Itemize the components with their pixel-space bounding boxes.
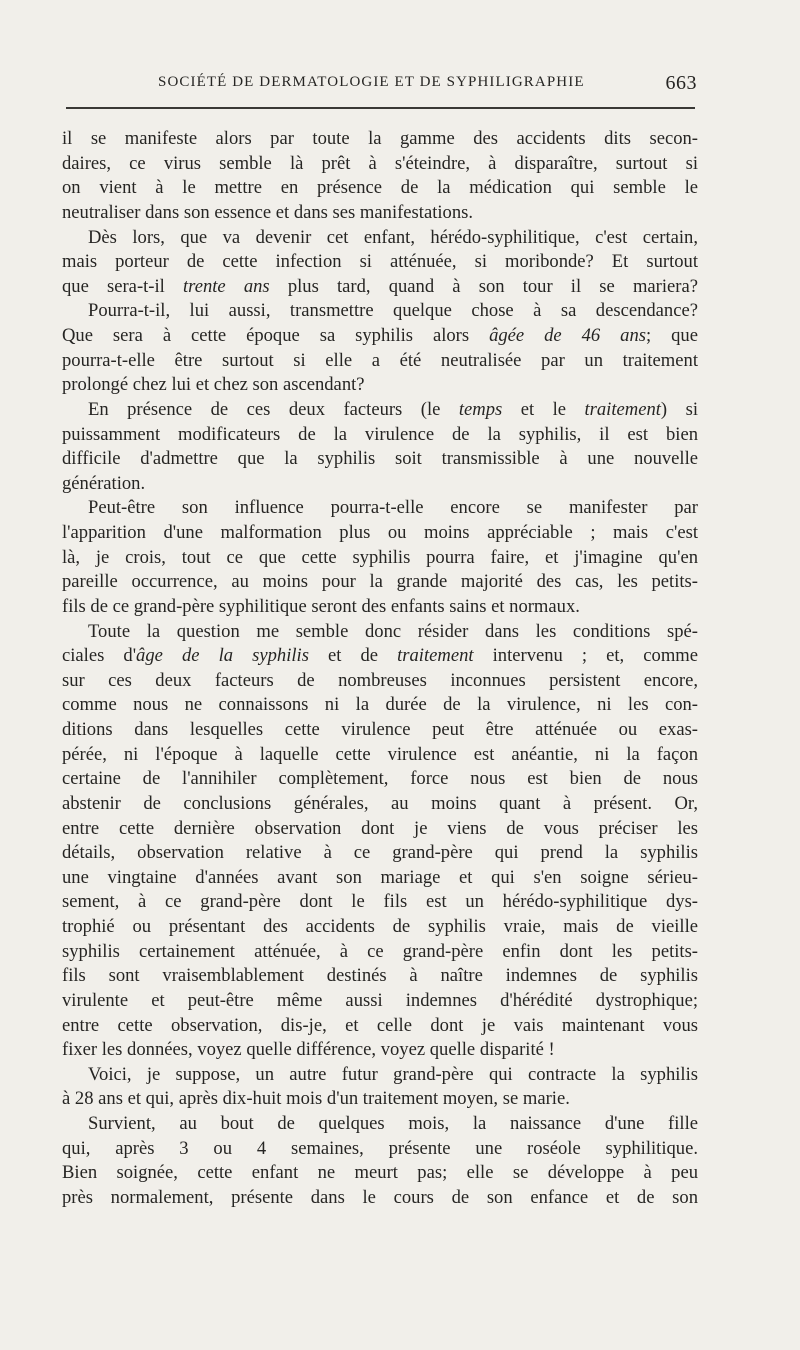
text-segment: que sera-t-il — [62, 275, 183, 297]
text-segment: il se manifeste alors par toute la gamme des accidents dits secon- — [62, 128, 698, 149]
text-segment: on vient à le mettre en présence de la médication qui semble le — [62, 177, 698, 199]
text-line — [62, 201, 698, 226]
text-line — [62, 767, 698, 792]
text-line — [62, 299, 698, 324]
italic-text-segment: âge de la syphilis — [136, 645, 309, 667]
text-line — [62, 644, 698, 669]
text-segment: En présence de ces deux facteurs (le — [88, 398, 459, 420]
text-line — [62, 472, 698, 497]
text-segment: ciales d' — [62, 645, 137, 667]
text-line — [62, 275, 698, 300]
text-segment: et de — [308, 645, 398, 667]
text-segment: sement, à ce grand-père dont le fils est un hérédo-syphilitique dys- — [62, 891, 698, 913]
italic-text-segment: temps — [458, 398, 503, 420]
text-line — [62, 546, 698, 571]
text-line — [62, 1112, 698, 1137]
text-segment: difficile d'admettre que la syphilis soit transmissible à une nouvelle — [62, 448, 698, 470]
text-segment: pérée, ni l'époque à laquelle cette virulence est anéantie, ni la façon — [62, 743, 698, 765]
text-line — [62, 570, 698, 595]
text-segment: Dès lors, que va devenir cet enfant, hérédo-syphilitique, c'est certain, — [88, 226, 698, 248]
text-line — [62, 496, 698, 521]
text-segment: Que sera à cette époque sa syphilis alors — [62, 325, 490, 346]
text-segment: pourra-t-elle être surtout si elle a été neutralisée par un traitement — [62, 349, 698, 371]
text-line — [62, 447, 698, 472]
text-line — [62, 1038, 698, 1063]
text-segment: intervenu ; et, comme — [473, 645, 698, 667]
text-line — [62, 521, 698, 546]
text-line — [62, 718, 698, 743]
text-line — [62, 989, 698, 1014]
text-segment: daires, ce virus semble là prêt à s'éteindre, à disparaître, surtout si — [62, 152, 698, 174]
text-line — [62, 1186, 698, 1211]
text-line — [62, 1063, 698, 1088]
page-number: 663 — [665, 72, 697, 94]
text-line — [62, 398, 698, 423]
text-line — [62, 915, 698, 940]
text-segment: fils de ce grand-père syphilitique seront des enfants sains et normaux. — [62, 595, 580, 617]
text-line — [62, 866, 698, 891]
text-segment: qui, après 3 ou 4 semaines, présente une roséole syphilitique. — [62, 1137, 698, 1159]
text-segment: Voici, je suppose, un autre futur grand-père qui contracte la syphilis — [88, 1063, 698, 1085]
text-segment: détails, observation relative à ce grand-père qui prend la syphilis — [62, 842, 698, 864]
text-line — [62, 841, 698, 866]
text-segment: abstenir de conclusions générales, au moins quant à présent. Or, — [62, 792, 698, 814]
text-segment: Toute la question me semble donc résider dans les conditions spé- — [88, 620, 698, 642]
text-segment: là, je crois, tout ce que cette syphilis pourra faire, et j'imagine qu'en — [62, 546, 698, 568]
text-segment: Pourra-t-il, lui aussi, transmettre quelque chose à sa descendance? — [88, 300, 698, 322]
text-segment: fils sont vraisemblablement destinés à naître indemnes de syphilis — [62, 965, 698, 987]
italic-text-segment: âgée de 46 ans — [489, 325, 647, 346]
text-segment: ) si — [660, 398, 698, 420]
text-line — [62, 743, 698, 768]
text-segment: ditions dans lesquelles cette virulence peut être atténuée ou exas- — [62, 719, 698, 740]
text-segment: entre cette observation, dis-je, et celle dont je vais maintenant vous — [62, 1014, 698, 1036]
text-segment: Peut-être son influence pourra-t-elle encore se manifester par — [88, 497, 698, 519]
text-line — [62, 152, 698, 177]
text-line — [62, 890, 698, 915]
text-segment: syphilis certainement atténuée, à ce grand-père enfin dont les petits- — [62, 940, 698, 962]
text-segment: à 28 ans et qui, après dix-huit mois d'un traitement moyen, se marie. — [62, 1088, 570, 1110]
page-header — [62, 72, 697, 98]
text-line — [62, 817, 698, 842]
text-segment: entre cette dernière observation dont je viens de vous préciser les — [62, 817, 698, 839]
text-segment: Bien soignée, cette enfant ne meurt pas; elle se développe à peu — [62, 1162, 698, 1184]
text-line — [62, 1087, 698, 1112]
text-segment: Survient, au bout de quelques mois, la naissance d'une fille — [88, 1113, 698, 1134]
text-segment: certaine de l'annihiler complètement, force nous est bien de nous — [62, 768, 698, 790]
text-line — [62, 792, 698, 817]
text-line — [62, 1161, 698, 1186]
running-title: SOCIÉTÉ DE DERMATOLOGIE ET DE SYPHILIGRAPHIE — [158, 74, 585, 90]
text-line — [62, 669, 698, 694]
text-line — [62, 324, 698, 349]
text-segment: mais porteur de cette infection si atténuée, si moribonde? Et surtout — [62, 251, 698, 273]
text-line — [62, 250, 698, 275]
text-line — [62, 693, 698, 718]
text-segment: neutraliser dans son essence et dans ses manifestations. — [62, 201, 474, 223]
italic-text-segment: trente ans — [182, 275, 270, 297]
text-line — [62, 176, 698, 201]
text-segment: trophié ou présentant des accidents de syphilis vraie, mais de vieille — [62, 916, 698, 937]
header-rule — [66, 107, 695, 109]
text-line — [62, 127, 698, 152]
text-segment: et le — [502, 398, 585, 420]
italic-text-segment: traitement — [397, 645, 474, 667]
text-segment: sur ces deux facteurs de nombreuses inconnues persistent encore, — [62, 669, 698, 691]
text-line — [62, 1014, 698, 1039]
text-segment: comme nous ne connaissons ni la durée de la virulence, ni les con- — [62, 694, 698, 716]
text-segment: puissamment modificateurs de la virulence de la syphilis, il est bien — [62, 423, 698, 445]
text-line — [62, 940, 698, 965]
text-line — [62, 226, 698, 251]
text-line — [62, 349, 698, 374]
text-line — [62, 423, 698, 448]
text-segment: pareille occurrence, au moins pour la grande majorité des cas, les petits- — [62, 571, 698, 593]
text-segment: plus tard, quand à son tour il se mariera? — [269, 275, 698, 297]
text-line — [62, 620, 698, 645]
text-segment: l'apparition d'une malformation plus ou moins appréciable ; mais c'est — [62, 522, 698, 543]
text-line — [62, 595, 698, 620]
italic-text-segment: traitement — [584, 398, 661, 420]
text-line — [62, 964, 698, 989]
text-segment: une vingtaine d'années avant son mariage et qui s'en soigne sérieu- — [62, 866, 698, 888]
text-segment: prolongé chez lui et chez son ascendant? — [62, 374, 365, 396]
text-segment: génération. — [62, 472, 146, 494]
text-segment: ; que — [646, 325, 698, 346]
body-text — [62, 127, 698, 1211]
text-line — [62, 1137, 698, 1162]
text-segment: fixer les données, voyez quelle différence, voyez quelle disparité ! — [62, 1039, 555, 1061]
text-segment: près normalement, présente dans le cours de son enfance et de son — [62, 1186, 698, 1208]
text-segment: virulente et peut-être même aussi indemnes d'hérédité dystrophique; — [62, 989, 698, 1011]
text-line — [62, 373, 698, 398]
